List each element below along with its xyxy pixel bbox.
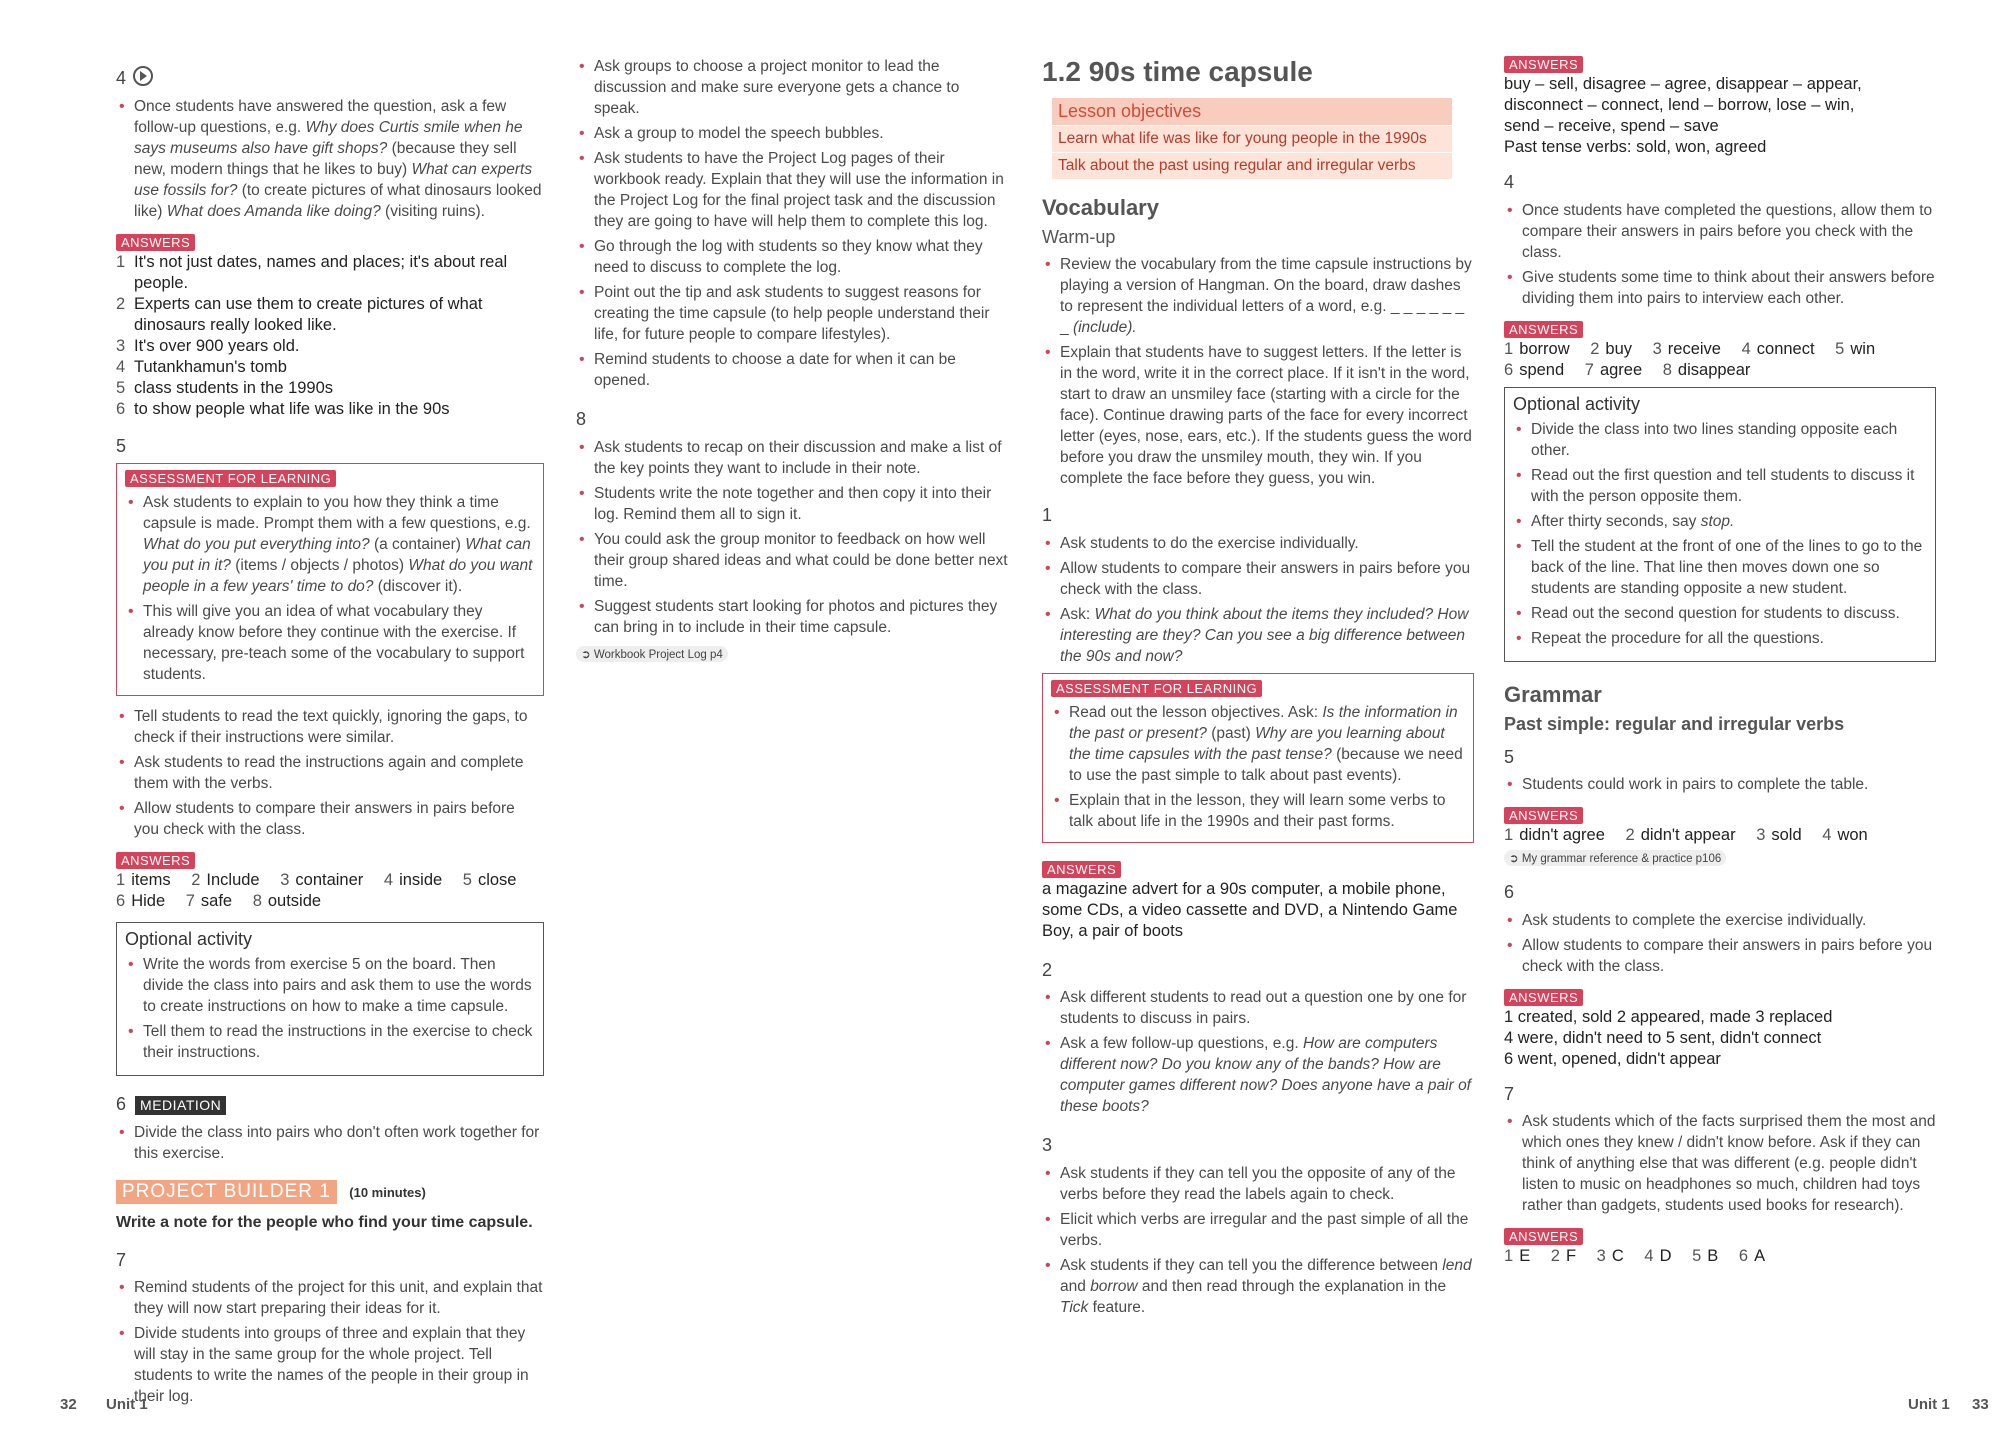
exercise-5-heading: 5 — [1504, 746, 1515, 767]
project-builder-task: Write a note for the people who find your time capsule. — [116, 1213, 533, 1231]
lesson-objectives-box — [1052, 98, 1452, 179]
exercise-7-bullets — [1504, 1111, 1936, 1216]
answer-item: 4 Tutankhamun's tomb — [116, 357, 287, 376]
answer-item: 3 It's over 900 years old. — [116, 336, 300, 355]
exercise-7-heading: 7 — [1504, 1083, 1515, 1104]
exercise-1-heading: 1 — [1042, 505, 1053, 525]
list-item: • Ask groups to choose a project monitor to lead the discussion and make sure everyone gets a chance to speak. — [576, 56, 1008, 119]
answer-line: 1 created, sold 2 appeared, made 3 replaced — [1504, 1007, 1833, 1026]
page-number-left: 32 — [60, 1396, 77, 1413]
exercise-4-heading: 4 — [1504, 172, 1515, 192]
answer-item: 6 to show people what life was like in the 90s — [116, 399, 450, 418]
list-item: • Explain that in the lesson, they will learn some verbs to talk about life in the 1990s and their past forms. — [1051, 790, 1465, 832]
exercise-7-bullets — [116, 1277, 544, 1407]
optional-activity-box — [116, 922, 544, 1076]
answers-label: ANSWERS — [1504, 807, 1583, 824]
afl-label: ASSESSMENT FOR LEARNING — [125, 470, 336, 487]
exercise-6-bullets — [1504, 910, 1936, 977]
workbook-reference: ➲ Workbook Project Log p4 — [576, 646, 728, 662]
exercise-5-answers: 1 didn't agree 2 didn't appear 3 sold 4 won — [1504, 826, 1868, 845]
list-item: • Review the vocabulary from the time capsule instructions by playing a version of Hangman. On the board, draw dashes to represent the individual letters of a word, e.g. _ _ _ _ _ _ _ (include). — [1042, 254, 1474, 338]
answers-label: ANSWERS — [116, 234, 195, 251]
answers-label: ANSWERS — [1042, 861, 1121, 878]
list-item: • Tell students to read the text quickly, ignoring the gaps, to check if their instructions were similar. — [116, 706, 544, 748]
project-builder-minutes: (10 minutes) — [349, 1184, 426, 1200]
exercise-4-bullets — [116, 96, 544, 222]
list-item: • Remind students of the project for this unit, and explain that they will now start preparing their ideas for it. — [116, 1277, 544, 1319]
audio-play-icon — [133, 66, 153, 86]
warm-up-heading: Warm-up — [1042, 227, 1116, 247]
answer-line: disconnect – connect, lend – borrow, lose – win, — [1504, 96, 1855, 114]
exercise-6-bullets — [116, 1122, 544, 1164]
column-1 — [116, 56, 544, 1411]
list-item: • Tell them to read the instructions in the exercise to check their instructions. — [125, 1021, 535, 1063]
list-item: • Give students some time to think about their answers before dividing them into pairs to interview each other. — [1504, 267, 1936, 309]
list-item: • Once students have answered the question, ask a few follow-up questions, e.g. Why does Curtis smile when he says museums also have gift shops? (because they sell new, modern things that he likes to buy) What can experts use fossils for? (to create pictures of what dinosaurs looked like) What does Amanda like doing? (visiting ruins). — [116, 96, 544, 222]
list-item: • Allow students to compare their answers in pairs before you check with the class. — [1042, 558, 1474, 600]
list-item: • Ask different students to read out a question one by one for students to discuss in pairs. — [1042, 987, 1474, 1029]
afl-label: ASSESSMENT FOR LEARNING — [1051, 680, 1262, 697]
list-item: • Elicit which verbs are irregular and the past simple of all the verbs. — [1042, 1209, 1474, 1251]
unit-label-left: Unit 1 — [106, 1396, 148, 1413]
lesson-objectives-title: Lesson objectives — [1052, 98, 1452, 125]
exercise-3-answers — [1504, 74, 1936, 158]
list-item: • Point out the tip and ask students to suggest reasons for creating the time capsule (to help people understand their life, for future people to compare lifestyles). — [576, 282, 1008, 345]
exercise-4-answers-row-1: 1 borrow 2 buy 3 receive 4 connect 5 win — [1504, 339, 1876, 358]
exercise-4-answers — [116, 252, 544, 420]
column-2 — [576, 56, 1008, 666]
list-item: • Allow students to compare their answers in pairs before you check with the class. — [116, 798, 544, 840]
list-item: • Divide the class into two lines standing opposite each other. — [1513, 419, 1927, 461]
answer-item: 1 It's not just dates, names and places; it's about real people. — [116, 252, 508, 292]
assessment-for-learning-box — [116, 463, 544, 696]
exercise-8-bullets — [576, 437, 1008, 638]
answers-label: ANSWERS — [1504, 321, 1583, 338]
exercise-5-bullets — [1504, 774, 1936, 795]
answer-item: 5 class students in the 1990s — [116, 378, 334, 397]
list-item: • Ask students to read the instructions again and complete them with the verbs. — [116, 752, 544, 794]
list-item: • Divide students into groups of three and explain that they will stay in the same group for the whole project. Tell students to write the names of the people in their group in their log. — [116, 1323, 544, 1407]
lesson-objective: Talk about the past using regular and irregular verbs — [1052, 152, 1452, 179]
grammar-subheading: Past simple: regular and irregular verbs — [1504, 713, 1845, 734]
list-item: • Divide the class into pairs who don't often work together for this exercise. — [116, 1122, 544, 1164]
column-3 — [1042, 56, 1474, 1322]
unit-label-right: Unit 1 — [1908, 1396, 1950, 1413]
list-item: • Go through the log with students so they know what they need to discuss to complete the log. — [576, 236, 1008, 278]
warm-up-bullets — [1042, 254, 1474, 489]
assessment-for-learning-box — [1042, 673, 1474, 843]
exercise-5-bullets — [116, 706, 544, 840]
list-item: • Ask students to do the exercise individually. — [1042, 533, 1474, 554]
answers-label: ANSWERS — [1504, 989, 1583, 1006]
exercise-6-heading: 6 MEDIATION — [116, 1094, 544, 1116]
answer-line: 4 were, didn't need to 5 sent, didn't connect — [1504, 1028, 1822, 1047]
project-builder-bullets — [576, 56, 1008, 391]
mediation-label: MEDIATION — [135, 1096, 226, 1115]
list-item: • Ask a few follow-up questions, e.g. How are computers different now? Do you know any of the bands? How are computer games different now? Does anyone have a pair of these boots? — [1042, 1033, 1474, 1117]
column-4 — [1504, 56, 1936, 1267]
list-item: • This will give you an idea of what vocabulary they already know before they continue with the exercise. If necessary, pre-teach some of the vocabulary to support students. — [125, 601, 535, 685]
list-item: • Students write the note together and then copy it into their log. Remind them all to sign it. — [576, 483, 1008, 525]
exercise-6-answers — [1504, 1007, 1936, 1070]
list-item: • Ask students to have the Project Log pages of their workbook ready. Explain that they will use the information in the Project Log for the final project task and the discussion they are going to have will help them to complete this log. — [576, 148, 1008, 232]
optional-activity-title: Optional activity — [1513, 393, 1641, 414]
grammar-heading: Grammar — [1504, 681, 1602, 707]
answers-label: ANSWERS — [116, 852, 195, 869]
list-item: • Write the words from exercise 5 on the board. Then divide the class into pairs and ask them to use the words to create instructions on how to make a time capsule. — [125, 954, 535, 1017]
list-item: • Explain that students have to suggest letters. If the letter is in the word, write it in the correct place. If it isn't in the word, start to draw an unsmiley face (starting with a circle for the face). Continue drawing parts of the face for every incorrect letter (eyes, nose, ears, etc.). If the students guess the word before you draw the unsmiley mouth, they win. If you complete the face before they guess, you win. — [1042, 342, 1474, 489]
exercise-3-heading: 3 — [1042, 1135, 1053, 1156]
list-item: • Suggest students start looking for photos and pictures they can bring in to include in their time capsule. — [576, 596, 1008, 638]
answer-line: Past tense verbs: sold, won, agreed — [1504, 138, 1767, 156]
exercise-1-answer: a magazine advert for a 90s computer, a mobile phone, some CDs, a video cassette and DVD, a Nintendo Game Boy, a pair of boots — [1042, 879, 1458, 940]
exercise-7-answers: 1 E 2 F 3 C 4 D 5 B 6 A — [1504, 1247, 1766, 1266]
answers-label: ANSWERS — [1504, 1228, 1583, 1245]
list-item: • Ask students to complete the exercise individually. — [1504, 910, 1936, 931]
exercise-3-bullets — [1042, 1163, 1474, 1318]
list-item: • Ask students if they can tell you the difference between lend and borrow and then read through the explanation in the Tick feature. — [1042, 1255, 1474, 1318]
optional-activity-box — [1504, 387, 1936, 662]
exercise-4-answers-row-2: 6 spend 7 agree 8 disappear — [1504, 360, 1751, 379]
page-number-right: 33 — [1972, 1396, 1989, 1413]
exercise-5-answers-row-2: 6 Hide 7 safe 8 outside — [116, 892, 322, 911]
exercise-6-heading: 6 — [1504, 882, 1515, 903]
list-item: • Students could work in pairs to complete the table. — [1504, 774, 1936, 795]
list-item: • Remind students to choose a date for when it can be opened. — [576, 349, 1008, 391]
project-builder-heading — [116, 1180, 544, 1204]
list-item: • Read out the second question for students to discuss. — [1513, 603, 1927, 624]
vocabulary-heading: Vocabulary — [1042, 195, 1159, 220]
list-item: • Read out the first question and tell students to discuss it with the person opposite them. — [1513, 465, 1927, 507]
answer-line: send – receive, spend – save — [1504, 117, 1719, 135]
exercise-4-heading: 4 — [116, 66, 544, 90]
list-item: • Once students have completed the questions, allow them to compare their answers in pairs before you check with the class. — [1504, 200, 1936, 263]
list-item: • Repeat the procedure for all the questions. — [1513, 628, 1927, 649]
list-item: • Ask students which of the facts surprised them the most and which ones they knew / didn't know before. Ask if they can think of anything else that was different (e.g. people didn't listen to music on headphones so much, children had toys rather than gadgets, students used books for research). — [1504, 1111, 1936, 1216]
answers-label: ANSWERS — [1504, 56, 1583, 73]
lesson-title: 1.2 90s time capsule — [1042, 56, 1313, 87]
grammar-reference: ➲ My grammar reference & practice p106 — [1504, 850, 1726, 866]
list-item: • Ask a group to model the speech bubbles. — [576, 123, 1008, 144]
list-item: • You could ask the group monitor to feedback on how well their group shared ideas and what could be done better next time. — [576, 529, 1008, 592]
answer-line: 6 went, opened, didn't appear — [1504, 1049, 1721, 1068]
exercise-5-answers-row-1: 1 items 2 Include 3 container 4 inside 5 close — [116, 871, 517, 890]
answer-item: 2 Experts can use them to create pictures of what dinosaurs really looked like. — [116, 294, 483, 334]
exercise-1-bullets — [1042, 533, 1474, 667]
list-item: • After thirty seconds, say stop. — [1513, 511, 1927, 532]
list-item: • Ask: What do you think about the items they included? How interesting are they? Can you see a big difference between the 90s and now? — [1042, 604, 1474, 667]
optional-activity-title: Optional activity — [125, 929, 253, 950]
lesson-objective: Learn what life was like for young people in the 1990s — [1052, 125, 1452, 152]
list-item: • Ask students if they can tell you the opposite of any of the verbs before they read the labels again to check. — [1042, 1163, 1474, 1205]
list-item: • Ask students to explain to you how they think a time capsule is made. Prompt them with a few questions, e.g. What do you put everything into? (a container) What can you put in it? (items / objects / photos) What do you want people in a few years' time to do? (discover it). — [125, 492, 535, 597]
list-item: • Ask students to recap on their discussion and make a list of the key points they want to include in their note. — [576, 437, 1008, 479]
exercise-4-bullets — [1504, 200, 1936, 309]
exercise-5-heading: 5 — [116, 435, 127, 456]
exercise-2-bullets — [1042, 987, 1474, 1117]
project-builder-label: PROJECT BUILDER 1 — [116, 1180, 337, 1204]
list-item: • Allow students to compare their answers in pairs before you check with the class. — [1504, 935, 1936, 977]
exercise-7-heading: 7 — [116, 1249, 127, 1270]
list-item: • Tell the student at the front of one of the lines to go to the back of the line. That line then moves down one so students are standing opposite a new student. — [1513, 536, 1927, 599]
answer-line: buy – sell, disagree – agree, disappear – appear, — [1504, 75, 1862, 93]
list-item: • Read out the lesson objectives. Ask: Is the information in the past or present? (past) Why are you learning about the time capsules with the past tense? (because we need to use the past simple to talk about past events). — [1051, 702, 1465, 786]
exercise-8-heading: 8 — [576, 409, 587, 429]
exercise-2-heading: 2 — [1042, 959, 1053, 980]
